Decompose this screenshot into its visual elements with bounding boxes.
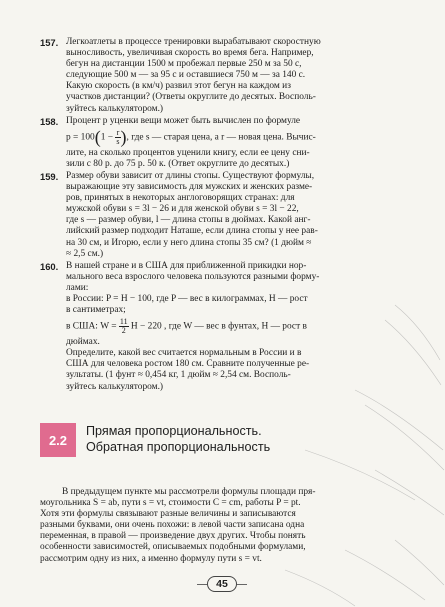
- fraction-denominator: 2: [121, 326, 126, 336]
- text-line: особенности зависимостей, описываемых подобными формулами,: [40, 542, 306, 553]
- problem-number: 157.: [40, 37, 59, 48]
- problem-number: 159.: [40, 170, 59, 182]
- section-title-line: Прямая пропорциональность.: [86, 424, 262, 438]
- section-title-line: Обратная пропорциональность: [86, 440, 271, 454]
- text-line: разными буквами, они очень похожи: в левой части записана одна: [40, 520, 305, 531]
- text-line: переменная, в правой — произведение двух других. Чтобы понять: [40, 531, 306, 542]
- text-line: Размер обуви зависит от длины стопы. Существуют формулы,: [66, 170, 315, 181]
- text-line: Процент p уценки вещи может быть вычислен по формуле: [66, 115, 301, 126]
- text-line: Легкоатлеты в процессе тренировки вырабатывают скоростную: [66, 37, 321, 47]
- text-line: лите, на сколько процентов уценили книгу, если ее цену сни-: [66, 147, 310, 158]
- page-number: [197, 574, 247, 594]
- text-line: выражающие эту зависимость для мужских и женских разме-: [66, 182, 313, 193]
- text-line: В предыдущем пункте мы рассмотрели формулы площади пря-: [62, 487, 316, 497]
- text-line: ≈ 2,5 см.): [66, 248, 104, 259]
- text-line: рассмотрим одну из них, а именно формулу пути s = vt.: [40, 553, 262, 564]
- text-line: Хотя эти формулы связывают разные величины и записываются: [40, 509, 296, 520]
- russia-formula: в России: P = H − 100, где P — вес в килограммах, H — рост: [66, 293, 308, 304]
- text-line: бегун на дистанции 1500 м пробежал первые 250 м за 50 с,: [66, 59, 302, 70]
- usa-formula: [66, 318, 430, 335]
- usa-formula-post: H − 220 , где W — вес в фунтах, H — рост в: [130, 321, 307, 332]
- text-line: моугольника S = ab, пути s = vt, стоимости C = cm, работы P = pt.: [40, 498, 301, 509]
- problems-block: [40, 37, 430, 394]
- problem-number: 158.: [40, 115, 59, 127]
- problem-number: 160.: [40, 260, 59, 272]
- page-number-rule-right: [237, 584, 247, 585]
- intro-paragraph: [40, 487, 415, 565]
- text-line: следующие 500 м — за 95 с и оставшиеся 750 м — за 140 с.: [66, 70, 306, 81]
- fraction-numerator: r: [116, 127, 120, 137]
- fraction-denominator: s: [116, 136, 120, 146]
- text-line: где s — размер обуви, l — длина стопы в дюймах. Какой анг-: [66, 215, 311, 226]
- text-line: ров, принятых в некоторых англоговорящих странах: для: [66, 193, 295, 204]
- text-line: Определите, какой вес считается нормальным в России и в: [66, 348, 302, 359]
- formula-after: , где s — старая цена, а r — новая цена. Вычис-: [126, 132, 316, 143]
- text-line: в сантиметрах;: [66, 305, 126, 316]
- text-line: зуйтесь калькулятором.): [66, 103, 164, 114]
- text-line: мужской обуви s = 3l − 26 и для женской обуви s = 3l − 22,: [66, 204, 299, 215]
- problem-159: [40, 171, 430, 260]
- page-number-text: 45: [216, 578, 228, 590]
- text-line: Какую скорость (в км/ч) развил этот бегун на каждом из: [66, 81, 291, 92]
- text-line: зуйтесь калькулятором.): [66, 381, 164, 392]
- problem-160: [40, 261, 430, 393]
- formula-one: 1 −: [100, 132, 114, 143]
- section-title: [86, 423, 270, 455]
- formula-line: [66, 126, 430, 147]
- text-line: В нашей стране и в США для приближенной прикидки нор-: [66, 260, 307, 271]
- text-line: зультаты. (1 фунт ≈ 0,454 кг, 1 дюйм ≈ 2,54 см. Восполь-: [66, 370, 291, 381]
- text-line: участков дистанции? (Ответы округлите до десятых. Восполь-: [66, 92, 316, 103]
- text-line: выносливость, увеличивая скорость во время бега. Например,: [66, 48, 314, 59]
- usa-formula-pre: в США: W =: [66, 321, 117, 332]
- section-heading: [40, 423, 420, 457]
- page-number-rule-left: [197, 584, 207, 585]
- text-line: лийский размер подходит Наташе, если длина стопы у нее рав-: [66, 226, 318, 237]
- fraction-numerator: 11: [119, 317, 128, 327]
- problem-157: [40, 37, 430, 115]
- fraction: [119, 318, 129, 335]
- text-line: дюймах.: [66, 337, 100, 348]
- text-line: на 30 см, и Игорю, если у него длина стопы 35 см? (1 дюйм ≈: [66, 237, 312, 248]
- formula-lhs: p = 100: [66, 132, 95, 143]
- paren-open: (: [94, 126, 101, 147]
- text-line: США для человека ростом 180 см. Сравните полученные ре-: [66, 359, 310, 370]
- text-line: мального веса взрослого человека пользуются разными форму-: [66, 271, 320, 282]
- text-line: лами:: [66, 282, 89, 293]
- section-number-badge: 2.2: [40, 423, 76, 457]
- paren-close: ): [120, 126, 127, 147]
- problem-158: [40, 116, 430, 170]
- text-line: зили с 80 р. до 75 р. 50 к. (Ответ округлите до десятых.): [66, 158, 290, 169]
